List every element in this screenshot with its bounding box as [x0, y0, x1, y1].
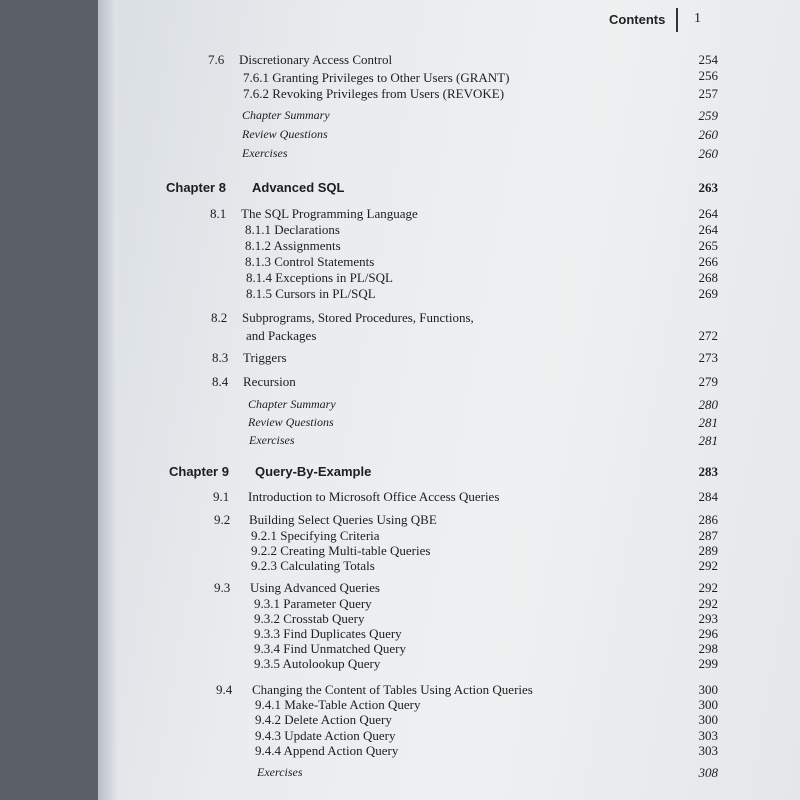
entry-title: Recursion [243, 374, 296, 389]
entry-title: Introduction to Microsoft Office Access Queries [248, 489, 500, 504]
entry-title: Building Select Queries Using QBE [249, 512, 437, 527]
entry-title: Triggers [243, 350, 287, 365]
page-number: 264 [698, 222, 718, 237]
entry-title: 9.4.1 Make-Table Action Query [255, 697, 421, 712]
page-number: 269 [698, 286, 718, 301]
page-number: 281 [698, 433, 718, 448]
page-number: 273 [698, 350, 718, 365]
page-number: 254 [698, 52, 718, 67]
toc-chapter-row [98, 180, 800, 198]
section-number: 8.3 [212, 350, 229, 365]
toc-entry-row [98, 350, 800, 368]
entry-title: Discretionary Access Control [239, 52, 393, 67]
page-number: 279 [698, 374, 718, 389]
entry-title: Chapter Summary [242, 108, 330, 122]
toc-entry-row [98, 433, 800, 451]
entry-title: 9.2.3 Calculating Totals [251, 558, 375, 573]
entry-title: 9.3.1 Parameter Query [254, 596, 372, 611]
page-number: 284 [698, 489, 718, 504]
page-number: 287 [698, 528, 718, 543]
entry-title: 7.6.2 Revoking Privileges from Users (REVOKE) [243, 86, 505, 101]
toc-chapter-row [98, 464, 800, 482]
page-number: 296 [698, 626, 718, 641]
page-number: 268 [698, 270, 718, 285]
section-number: 9.3 [214, 580, 231, 595]
toc-entry-row [98, 415, 800, 433]
page-number: 293 [698, 611, 718, 626]
running-header-title: Contents [609, 12, 666, 27]
entry-title: 9.4.2 Delete Action Query [255, 712, 392, 727]
page-number: 292 [698, 596, 718, 611]
section-number: 8.2 [211, 310, 228, 325]
entry-title: 8.1.2 Assignments [245, 238, 341, 253]
page-number: 286 [698, 512, 718, 527]
entry-title: Changing the Content of Tables Using Action Queries [252, 682, 533, 697]
toc-entry-row [98, 489, 800, 507]
entry-title: 9.3.4 Find Unmatched Query [254, 641, 407, 656]
page-number: 280 [698, 397, 718, 412]
page-number: 263 [698, 180, 718, 195]
toc-entry-row [98, 146, 800, 164]
section-number: 9.1 [213, 489, 230, 504]
toc-entry-row [98, 310, 800, 328]
page-number: 308 [698, 765, 718, 780]
entry-title: Exercises [249, 433, 295, 447]
page-number: 266 [698, 254, 718, 269]
page-number: 259 [698, 108, 718, 123]
toc-entry-row [98, 656, 800, 674]
page-number: 300 [698, 682, 718, 697]
toc-entry-row [98, 765, 800, 783]
entry-title: 8.1.1 Declarations [245, 222, 340, 237]
entry-title: 8.1.5 Cursors in PL/SQL [246, 286, 376, 301]
toc-entry-row [98, 374, 800, 392]
section-number: 8.1 [210, 206, 227, 221]
entry-title: Review Questions [242, 127, 328, 141]
entry-title: Exercises [257, 765, 303, 779]
page-number: 289 [698, 543, 718, 558]
page-number: 300 [698, 712, 718, 727]
page-number: 264 [698, 206, 718, 221]
header-divider [676, 8, 678, 32]
page-number: 292 [698, 558, 718, 573]
running-header-page-number: 1 [694, 11, 701, 26]
page-number: 292 [698, 580, 718, 595]
entry-title: 9.4.3 Update Action Query [255, 728, 396, 743]
toc-entry-row [98, 127, 800, 145]
toc-entry-row [98, 286, 800, 304]
entry-title: 9.2.2 Creating Multi-table Queries [251, 543, 431, 558]
entry-title: Subprograms, Stored Procedures, Functions, [242, 310, 474, 325]
page-number: 303 [698, 728, 718, 743]
entry-title: 9.2.1 Specifying Criteria [251, 528, 380, 543]
page-number: 283 [698, 464, 718, 479]
chapter-number: Chapter 8 [166, 180, 226, 195]
chapter-number: Chapter 9 [169, 464, 229, 479]
page-number: 299 [698, 656, 718, 671]
toc-entry-row [98, 397, 800, 415]
chapter-title: Advanced SQL [252, 180, 345, 195]
section-number: 9.4 [216, 682, 233, 697]
toc-entry-row [98, 558, 800, 576]
section-number: 9.2 [214, 512, 231, 527]
entry-title: Chapter Summary [248, 397, 336, 411]
page-number: 272 [698, 328, 718, 343]
entry-title: 9.4.4 Append Action Query [255, 743, 399, 758]
entry-title: Using Advanced Queries [250, 580, 380, 595]
page-number: 260 [698, 146, 718, 161]
entry-title: 8.1.4 Exceptions in PL/SQL [246, 270, 393, 285]
section-number: 8.4 [212, 374, 229, 389]
toc-entry-row [98, 328, 800, 346]
entry-title: 9.3.2 Crosstab Query [254, 611, 365, 626]
entry-title: The SQL Programming Language [241, 206, 418, 221]
page-number: 298 [698, 641, 718, 656]
book-page [98, 0, 800, 800]
page-number: 260 [698, 127, 718, 142]
section-number: 7.6 [208, 52, 225, 67]
page-number: 303 [698, 743, 718, 758]
page-number: 265 [698, 238, 718, 253]
page-number: 256 [698, 68, 718, 83]
entry-title: Review Questions [248, 415, 334, 429]
entry-title: and Packages [246, 328, 317, 343]
chapter-title: Query-By-Example [255, 464, 372, 479]
entry-title: 8.1.3 Control Statements [245, 254, 375, 269]
toc-entry-row [98, 743, 800, 761]
toc-entry-row [98, 86, 800, 104]
entry-title: 9.3.3 Find Duplicates Query [254, 626, 402, 641]
page-number: 281 [698, 415, 718, 430]
toc-entry-row [98, 108, 800, 126]
entry-title: 7.6.1 Granting Privileges to Other Users (GRANT) [243, 70, 510, 85]
entry-title: 9.3.5 Autolookup Query [254, 656, 381, 671]
page-number: 300 [698, 697, 718, 712]
entry-title: Exercises [242, 146, 288, 160]
page-number: 257 [698, 86, 718, 101]
